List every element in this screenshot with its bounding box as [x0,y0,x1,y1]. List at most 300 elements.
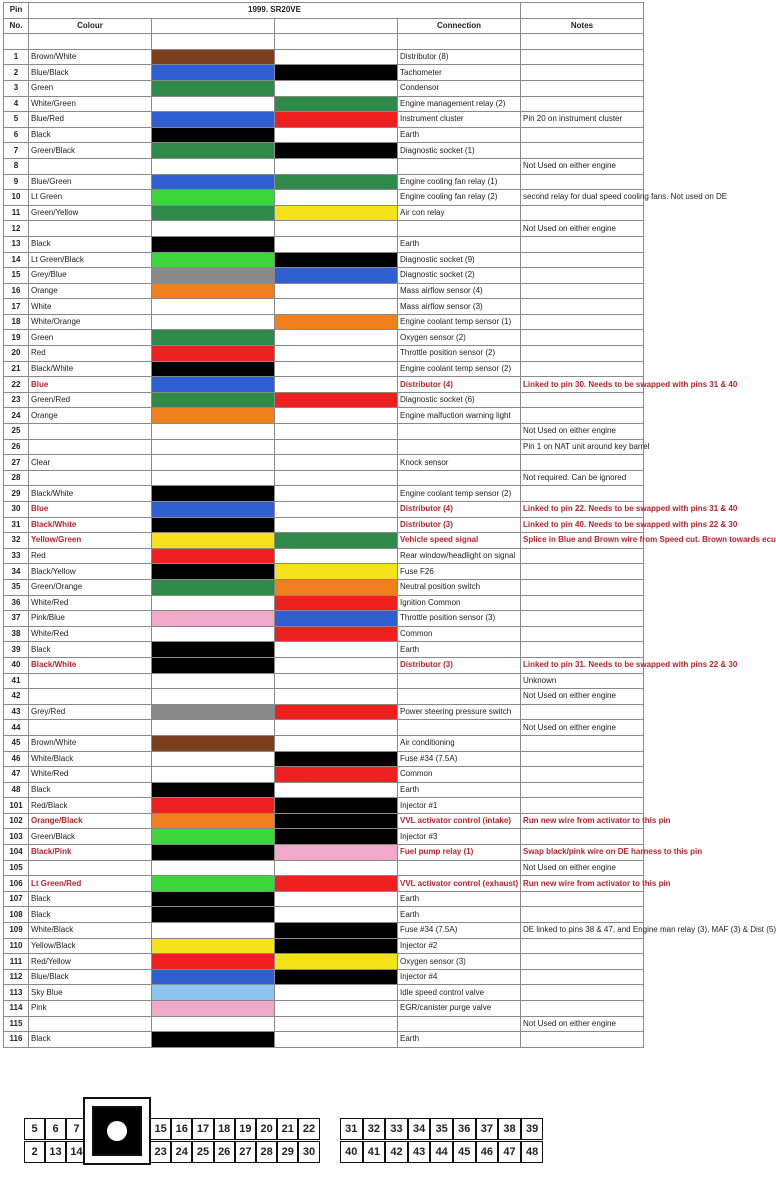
connection: Earth [398,1032,521,1048]
pin-number: 108 [4,907,29,923]
pin-number: 34 [4,564,29,580]
pin-number: 104 [4,845,29,861]
colour-swatch-primary [152,143,275,159]
spacer-cell [521,34,644,50]
note: Run new wire from activator to this pin [521,876,644,892]
colour-swatch-stripe [275,829,398,845]
connection: Engine cooling fan relay (1) [398,174,521,190]
connection: Common [398,767,521,783]
table-row [4,392,644,408]
wire-colour: Yellow/Black [29,938,152,954]
colour-swatch-stripe [275,923,398,939]
colour-swatch-stripe [275,611,398,627]
note: Not Used on either engine [521,860,644,876]
wire-colour: Grey/Blue [29,268,152,284]
wire-colour: Orange/Black [29,813,152,829]
pin-number: 39 [4,642,29,658]
note [521,268,644,284]
connector-pin-label: 40 [340,1141,363,1163]
connector-pin-label: 18 [214,1118,235,1140]
colour-swatch-stripe [275,236,398,252]
colour-swatch-stripe [275,190,398,206]
pin-number: 44 [4,720,29,736]
wire-colour: Green/Orange [29,579,152,595]
colour-swatch-primary [152,829,275,845]
table-row [4,533,644,549]
note [521,361,644,377]
connector-pin-label: 31 [340,1118,363,1140]
wire-colour [29,221,152,237]
connection: Mass airflow sensor (4) [398,283,521,299]
note [521,408,644,424]
connector-pin-label: 30 [298,1141,319,1163]
pin-number: 3 [4,80,29,96]
note [521,80,644,96]
note [521,314,644,330]
connector-pin-label: 23 [150,1141,171,1163]
pin-number: 114 [4,1001,29,1017]
colour-swatch-stripe [275,283,398,299]
wire-colour: Black [29,907,152,923]
colour-swatch-stripe [275,954,398,970]
connector-pin-label: 34 [408,1118,431,1140]
pin-number: 15 [4,268,29,284]
wire-colour: Black [29,127,152,143]
connection: Injector #1 [398,798,521,814]
note [521,143,644,159]
connection: Diagnostic socket (6) [398,392,521,408]
colour-swatch-stripe [275,767,398,783]
colour-swatch-stripe [275,470,398,486]
connection [398,1016,521,1032]
connection: Ignition Common [398,595,521,611]
wire-colour: Black [29,236,152,252]
pin-header-bottom: No. [4,18,29,34]
colour-swatch-primary [152,1032,275,1048]
table-row [4,626,644,642]
colour-swatch-primary [152,236,275,252]
wire-colour: White/Black [29,923,152,939]
note [521,299,644,315]
colour-swatch-primary [152,642,275,658]
connector-pin-label: 38 [498,1118,521,1140]
colour-swatch-primary [152,268,275,284]
connection: Knock sensor [398,455,521,471]
connection: Engine coolant temp sensor (2) [398,361,521,377]
colour-swatch-stripe [275,424,398,440]
table-row [4,96,644,112]
connection: Instrument cluster [398,112,521,128]
wire-colour: Blue/Green [29,174,152,190]
connection [398,470,521,486]
connector-pin-label: 2 [24,1141,45,1163]
note [521,1032,644,1048]
table-row [4,49,644,65]
colour-swatch-stripe [275,689,398,705]
colour-swatch-stripe [275,938,398,954]
connection: Injector #3 [398,829,521,845]
colour-swatch-primary [152,798,275,814]
colour-swatch-stripe [275,221,398,237]
wire-colour: Lt Green/Red [29,876,152,892]
connection: Idle speed control valve [398,985,521,1001]
wire-colour: Black/White [29,486,152,502]
connection [398,424,521,440]
colour-swatch-primary [152,408,275,424]
colour-swatch-stripe [275,782,398,798]
wire-colour: Black/White [29,517,152,533]
pin-number: 40 [4,657,29,673]
pin-number: 2 [4,65,29,81]
colour-swatch-stripe [275,813,398,829]
table-row [4,470,644,486]
pin-number: 45 [4,735,29,751]
colour-header: Colour [29,18,152,34]
pin-number: 43 [4,704,29,720]
connector-pin-label: 24 [171,1141,192,1163]
colour-swatch-stripe [275,907,398,923]
colour-swatch-primary [152,860,275,876]
note [521,174,644,190]
colour-swatch-primary [152,283,275,299]
connector-key-socket [92,1106,142,1156]
wire-colour: White/Red [29,767,152,783]
connector-pin-label: 20 [256,1118,277,1140]
note [521,49,644,65]
header-blank [521,3,644,19]
colour-swatch-stripe [275,704,398,720]
connection: Throttle position sensor (2) [398,346,521,362]
pinout-table [3,2,776,1048]
spacer-cell [29,34,152,50]
note [521,735,644,751]
connector-pin-label: 43 [408,1141,431,1163]
wire-colour: Grey/Red [29,704,152,720]
colour-swatch-stripe [275,579,398,595]
note [521,767,644,783]
wire-colour [29,720,152,736]
wire-colour [29,860,152,876]
colour-swatch-stripe [275,392,398,408]
pin-rows [4,49,776,1047]
note: Splice in Blue and Brown wire from Speed cut. Brown towards ecu [521,533,644,549]
note [521,985,644,1001]
pin-number: 103 [4,829,29,845]
wire-colour: Black/Pink [29,845,152,861]
wire-colour [29,470,152,486]
colour-swatch-primary [152,689,275,705]
table-row [4,798,644,814]
pin-number: 16 [4,283,29,299]
table-row [4,845,644,861]
colour-swatch-primary [152,704,275,720]
connection: Air conditioning [398,735,521,751]
note [521,564,644,580]
colour-swatch-primary [152,486,275,502]
wire-colour: Black/White [29,361,152,377]
connection [398,860,521,876]
note: Pin 1 on NAT unit around key barrel [521,439,644,455]
note [521,96,644,112]
colour-swatch-stripe [275,517,398,533]
pin-number: 25 [4,424,29,440]
connector-pin-label: 22 [298,1118,319,1140]
colour-swatch-stripe [275,80,398,96]
table-row [4,564,644,580]
colour-swatch-stripe [275,158,398,174]
colour-swatch-primary [152,564,275,580]
wire-colour [29,1016,152,1032]
connection: EGR/canister purge valve [398,1001,521,1017]
table-row [4,595,644,611]
wire-colour: Red/Black [29,798,152,814]
wire-colour: Blue/Black [29,969,152,985]
pin-number: 8 [4,158,29,174]
note [521,798,644,814]
pin-number: 106 [4,876,29,892]
wire-colour: Blue/Black [29,65,152,81]
colour-swatch-stripe [275,657,398,673]
connector-pin-label: 37 [476,1118,499,1140]
colour-swatch-primary [152,174,275,190]
connection [398,221,521,237]
connector-pin-label: 19 [235,1118,256,1140]
note [521,236,644,252]
wire-colour [29,673,152,689]
pin-number: 29 [4,486,29,502]
colour-swatch-primary [152,252,275,268]
colour-swatch-stripe [275,798,398,814]
table-row [4,907,644,923]
pin-number: 41 [4,673,29,689]
pin-number: 101 [4,798,29,814]
wire-colour: Orange [29,408,152,424]
connector-pin-label: 5 [24,1118,45,1140]
colour-swatch-primary [152,735,275,751]
note: DE linked to pins 38 & 47, and Engine man relay (3), MAF (3) & Dist (5) [521,923,644,939]
colour-swatch-primary [152,330,275,346]
colour-swatch-stripe [275,735,398,751]
pin-number: 20 [4,346,29,362]
note [521,252,644,268]
colour-swatch-stripe [275,174,398,190]
colour-swatch-stripe [275,969,398,985]
note: Not required. Can be ignored [521,470,644,486]
table-row [4,236,644,252]
colour-swatch-primary [152,96,275,112]
note: Not Used on either engine [521,689,644,705]
connection-header: Connection [398,18,521,34]
note: second relay for dual speed cooling fans. Not used on DE [521,190,644,206]
connection: Engine management relay (2) [398,96,521,112]
colour-swatch-stripe [275,361,398,377]
colour-swatch-primary [152,80,275,96]
colour-swatch-primary [152,626,275,642]
wire-colour: White/Green [29,96,152,112]
connection [398,158,521,174]
wire-colour: Sky Blue [29,985,152,1001]
colour-swatch-stripe [275,346,398,362]
pin-number: 47 [4,767,29,783]
colour-swatch-stripe [275,252,398,268]
note [521,330,644,346]
connector-pin-label: 27 [235,1141,256,1163]
wire-colour: Black [29,782,152,798]
connection: Oxygen sensor (3) [398,954,521,970]
table-row [4,299,644,315]
wire-colour: Lt Green [29,190,152,206]
colour-swatch-primary [152,767,275,783]
colour-swatch-primary [152,657,275,673]
note: Pin 20 on instrument cluster [521,112,644,128]
wire-colour [29,689,152,705]
connector-pin-label: 29 [277,1141,298,1163]
table-row [4,720,644,736]
pin-number: 27 [4,455,29,471]
table-row [4,283,644,299]
table-row [4,346,644,362]
wire-colour: Black [29,642,152,658]
connection: Oxygen sensor (2) [398,330,521,346]
pin-number: 1 [4,49,29,65]
table-row [4,205,644,221]
spacer-cell [275,34,398,50]
pin-number: 10 [4,190,29,206]
pin-number: 7 [4,143,29,159]
colour-swatch-primary [152,299,275,315]
note [521,65,644,81]
table-row [4,813,644,829]
connector-pin-label: 14 [66,1141,87,1163]
pin-number: 23 [4,392,29,408]
table-row [4,891,644,907]
wire-colour: Orange [29,283,152,299]
colour-swatch-primary [152,112,275,128]
table-row [4,408,644,424]
table-row [4,80,644,96]
colour-swatch-primary [152,533,275,549]
wire-colour: White/Red [29,626,152,642]
connection: Distributor (4) [398,502,521,518]
note [521,626,644,642]
table-row [4,112,644,128]
table-row [4,1032,644,1048]
colour-swatch-stripe [275,626,398,642]
pin-number: 31 [4,517,29,533]
note [521,283,644,299]
note: Not Used on either engine [521,221,644,237]
table-row [4,377,644,393]
connector-pin-label: 32 [363,1118,386,1140]
colour-swatch-stripe [275,314,398,330]
pin-number: 42 [4,689,29,705]
connection: Earth [398,236,521,252]
table-row [4,502,644,518]
connection: Earth [398,127,521,143]
wire-colour [29,424,152,440]
colour-swatch-primary [152,969,275,985]
connection: Condensor [398,80,521,96]
connector-pin-label: 16 [171,1118,192,1140]
colour-swatch-primary [152,65,275,81]
colour-swatch-primary [152,907,275,923]
colour-swatch-primary [152,985,275,1001]
note [521,205,644,221]
colour-swatch-primary [152,392,275,408]
table-row [4,548,644,564]
table-row [4,158,644,174]
connection: VVL activator control (intake) [398,813,521,829]
connection: Neutral position switch [398,579,521,595]
wire-colour: Black/White [29,657,152,673]
colour-swatch-stripe [275,439,398,455]
connector-pin-label: 44 [430,1141,453,1163]
connection: Distributor (3) [398,657,521,673]
colour-swatch-primary [152,579,275,595]
wire-colour: Pink [29,1001,152,1017]
pin-number: 6 [4,127,29,143]
note: Linked to pin 40. Needs to be swapped with pins 22 & 30 [521,517,644,533]
wire-colour: Lt Green/Black [29,252,152,268]
note [521,1001,644,1017]
connector-pin-label: 33 [385,1118,408,1140]
colour-swatch-primary [152,127,275,143]
pin-number: 5 [4,112,29,128]
connection: VVL activator control (exhaust) [398,876,521,892]
spacer-cell [152,34,275,50]
connection [398,689,521,705]
pin-number: 18 [4,314,29,330]
pin-number: 26 [4,439,29,455]
pin-number: 12 [4,221,29,237]
note: Not Used on either engine [521,1016,644,1032]
pin-number: 116 [4,1032,29,1048]
connection: Earth [398,907,521,923]
pin-number: 14 [4,252,29,268]
note [521,782,644,798]
wire-colour: Black [29,1032,152,1048]
wire-colour: Red [29,548,152,564]
pin-number: 102 [4,813,29,829]
pin-number: 112 [4,969,29,985]
note [521,938,644,954]
connection: Fuse #34 (7.5A) [398,751,521,767]
pin-number: 32 [4,533,29,549]
colour-swatch-primary [152,439,275,455]
table-row [4,673,644,689]
note [521,127,644,143]
colour-swatch-primary [152,782,275,798]
wire-colour: Yellow/Green [29,533,152,549]
connection: Fuse #34 (7.5A) [398,923,521,939]
note: Unknown [521,673,644,689]
table-row [4,455,644,471]
colour-swatch-primary [152,938,275,954]
table-row [4,782,644,798]
colour-swatch-primary [152,548,275,564]
table-row [4,985,644,1001]
connection: Engine coolant temp sensor (1) [398,314,521,330]
colour-swatch-stripe [275,1032,398,1048]
note [521,829,644,845]
table-row [4,611,644,627]
wire-colour: Black/Yellow [29,564,152,580]
connection [398,720,521,736]
pin-number: 46 [4,751,29,767]
connector-pin-label: 46 [476,1141,499,1163]
connection: Distributor (8) [398,49,521,65]
colour-swatch-primary [152,49,275,65]
